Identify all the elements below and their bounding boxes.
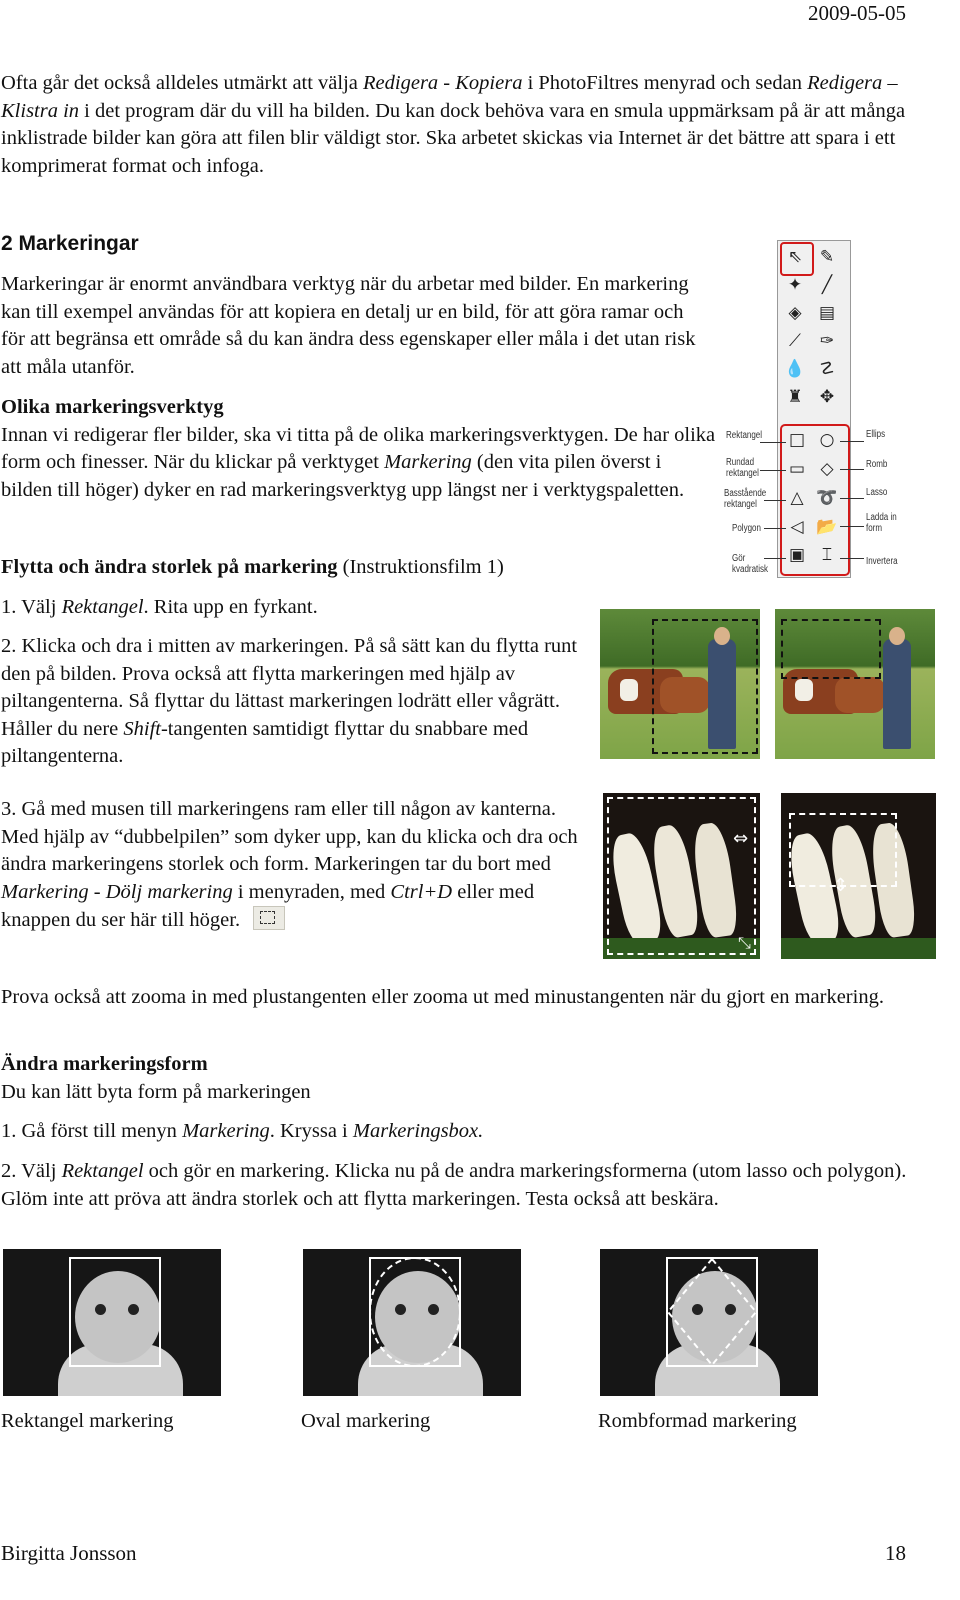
farmer-shape (883, 639, 911, 749)
baby-photo-diamond (600, 1249, 818, 1396)
cow-face-spot (795, 679, 813, 701)
section-heading-markeringar: 2 Markeringar (1, 232, 139, 255)
shape-step-1 (1, 1118, 911, 1146)
label-basstaende-rektangel: Basstående rektangel (724, 488, 767, 510)
grass-strip (781, 938, 936, 959)
intro-text-2: i PhotoFiltres menyrad och sedan (522, 72, 808, 94)
intro-paragraph (1, 70, 911, 180)
shape-step1-menu: Markering (182, 1120, 270, 1142)
shape-section (1, 1051, 911, 1106)
baby-photo-rectangle (3, 1249, 221, 1396)
farmer-head (889, 627, 905, 645)
step2-text-c: -tangenten samtidigt flyttar du snabbare med piltangenterna. (1, 717, 529, 767)
leader-line (840, 526, 864, 527)
label-rundad-rektangel: Rundad rektangel (726, 457, 759, 479)
rectangle-icon[interactable]: □ (788, 430, 806, 450)
label-ellips: Ellips (866, 429, 886, 440)
cow-face-spot (620, 679, 638, 701)
selection-marquee (69, 1257, 161, 1367)
triangle-icon[interactable]: △ (790, 488, 804, 508)
intro-text-3: i det program där du vill ha bilden. Du kan dock behöva vara en smula uppmärksam på är att många inklistrade bilder kan göra att filen blir väldigt stor. Ska arbetet skickas via Internet är det bättre att spara i ett komprimerat format och infoga. (1, 99, 906, 177)
move-heading-line (1, 554, 504, 582)
tools-text-1: Innan vi redigerar fler bilder, ska vi titta på de olika markeringsverktygen. De har olika form och finesser. När du klickar på verktyget (1, 423, 716, 473)
arrow-icon[interactable]: ⇖ (787, 247, 803, 267)
leader-line (840, 469, 864, 470)
move-step-3 (1, 796, 589, 935)
hide-selection-button[interactable] (253, 906, 285, 930)
shape-step2-tool: Rektangel (61, 1160, 144, 1182)
move-step-1 (1, 594, 601, 622)
shape-step-2 (1, 1158, 911, 1213)
step1-text-c: . Rita upp en fyrkant. (143, 596, 318, 618)
double-arrow-icon: ⇔ (733, 828, 749, 849)
intro-menu-paste: Redigera – Klistra in (1, 72, 898, 122)
caption-oval: Oval markering (301, 1410, 431, 1432)
stamp-icon[interactable]: ♜ (787, 387, 803, 407)
label-romb: Romb (866, 459, 888, 470)
selection-marquee (607, 797, 756, 955)
step3-text-e: eller med knappen du ser här till höger. (1, 880, 535, 931)
shape-step1-a: 1. Gå först till menyn (1, 1120, 183, 1142)
shape-heading: Ändra markeringsform (1, 1053, 208, 1075)
dashed-selection-icon (260, 911, 275, 924)
move-step-2 (1, 633, 586, 771)
move-heading: Flytta och ändra storlek på markering (1, 556, 338, 578)
toolbar-figure (722, 236, 912, 586)
step3-text-a: 3. Gå med musen till markeringens ram eller till någon av kanterna. Med hjälp av “dubbelpilen” som dyker upp, kan du klicka och dra och ändra markeringens storlek och form. Markeringen tar du bort med (1, 798, 578, 875)
leader-line (760, 442, 786, 443)
smudge-icon[interactable]: ☡ (819, 359, 835, 379)
blur-icon[interactable]: 💧 (784, 359, 806, 379)
cow-shape (835, 677, 885, 713)
leader-line (760, 470, 786, 471)
vertical-arrow-icon: ⇕ (833, 875, 849, 896)
label-polygon: Polygon (732, 523, 761, 534)
oval-selection (369, 1257, 461, 1367)
spray-icon[interactable]: ▤ (818, 303, 836, 323)
shape-step2-a: 2. Välj (1, 1160, 62, 1182)
label-ladda-in-form: Ladda in form (866, 512, 897, 534)
intro-text-1: Ofta går det också alldeles utmärkt att välja (1, 72, 364, 94)
step1-text-a: 1. Välj (1, 596, 62, 618)
footer-author: Birgitta Jonsson (1, 1541, 137, 1565)
tools-section (1, 394, 717, 504)
duck-photo-1 (603, 793, 760, 959)
diamond-icon[interactable]: ◇ (820, 459, 834, 479)
advanced-brush-icon[interactable]: ✑ (819, 331, 835, 351)
cow-photo-1 (600, 609, 760, 759)
diagonal-arrow-icon: ⤡ (738, 933, 751, 952)
brush-icon[interactable]: ⟋ (789, 331, 801, 351)
duck-photo-2 (781, 793, 936, 959)
step3-text-c: i menyraden, med (232, 880, 391, 903)
leader-line (764, 528, 786, 529)
tools-text-2: (den vita pilen överst i bilden till höger) dyker en rad markeringsverktyg upp längst ner i verktygspaletten. (1, 451, 685, 501)
footer-page-number: 18 (885, 1541, 906, 1565)
lasso-icon[interactable]: ➰ (816, 488, 838, 508)
step2-key: Shift (123, 717, 161, 740)
step1-tool: Rektangel (61, 596, 144, 618)
leader-line (764, 500, 786, 501)
ellipse-icon[interactable]: ○ (819, 430, 835, 450)
diamond-selection (666, 1257, 758, 1367)
header-date: 2009-05-05 (808, 1, 906, 25)
tools-tool-name: Markering (384, 451, 472, 473)
step3-menu: Markering - Dölj markering (1, 880, 233, 903)
magic-wand-icon[interactable]: ✦ (787, 275, 803, 295)
caption-diamond: Rombformad markering (598, 1410, 797, 1432)
shape-step1-c: . Kryssa i (269, 1120, 353, 1142)
zoom-paragraph: Prova också att zooma in med plustangenten eller zooma ut med minustangenten när du gjort en markering. (1, 986, 884, 1008)
move-heading-suffix: (Instruktionsfilm 1) (337, 556, 504, 578)
label-rektangel: Rektangel (726, 430, 763, 441)
eyedropper-icon[interactable]: ✎ (819, 247, 835, 267)
step2-text-a: 2. Klicka och dra i mitten av markeringen. På så sätt kan du flytta runt den på bilden. Prova också att flytta markeringen med hjälp av piltangenterna. Så flyttar du lättast markeringen lodrätt eller vågrätt. Håller du nere (1, 635, 578, 740)
leader-line (840, 498, 864, 499)
tools-heading: Olika markeringsverktyg (1, 396, 224, 418)
leader-line (764, 558, 786, 559)
shape-intro: Du kan lätt byta form på markeringen (1, 1080, 311, 1103)
label-invertera: Invertera (866, 556, 898, 567)
selection-marquee (652, 619, 758, 754)
make-square-icon[interactable]: ▣ (788, 545, 806, 565)
baby-photo-oval (303, 1249, 521, 1396)
shape-step1-option: Markeringsbox. (352, 1120, 484, 1142)
leader-line (840, 558, 864, 559)
fill-bucket-icon[interactable]: ◈ (788, 303, 802, 323)
selection-marquee (781, 619, 881, 679)
load-shape-icon[interactable]: 📂 (816, 517, 838, 537)
caption-rectangle: Rektangel markering (1, 1410, 174, 1432)
polygon-icon[interactable]: ◁ (790, 517, 804, 537)
step3-shortcut: Ctrl+D (390, 880, 453, 903)
rounded-rectangle-icon[interactable]: ▭ (788, 459, 806, 479)
intro-menu-copy: Redigera - Kopiera (363, 72, 523, 94)
leader-line (840, 441, 864, 442)
shape-step2-c: och gör en markering. Klicka nu på de andra markeringsformerna (utom lasso och polygon). Glöm inte att pröva att ändra storlek och att flytta markeringen. Testa också att beskära. (1, 1160, 907, 1210)
label-lasso: Lasso (866, 487, 888, 498)
cow-photo-2 (775, 609, 935, 759)
label-gor-kvadratisk: Gör kvadratisk (732, 553, 769, 575)
section2-paragraph: Markeringar är enormt användbara verktyg när du arbetar med bilder. En markering kan till exempel användas för att kopiera en detalj ur en bild, för att göra ramar och för att begränsa ett område så du kan ändra dess egenskaper eller måla i det utan risk att måla utanför. (1, 273, 696, 378)
move-icon[interactable]: ✥ (819, 387, 835, 407)
invert-icon[interactable]: ⌶ (821, 545, 833, 565)
line-icon[interactable]: ╱ (821, 275, 833, 295)
